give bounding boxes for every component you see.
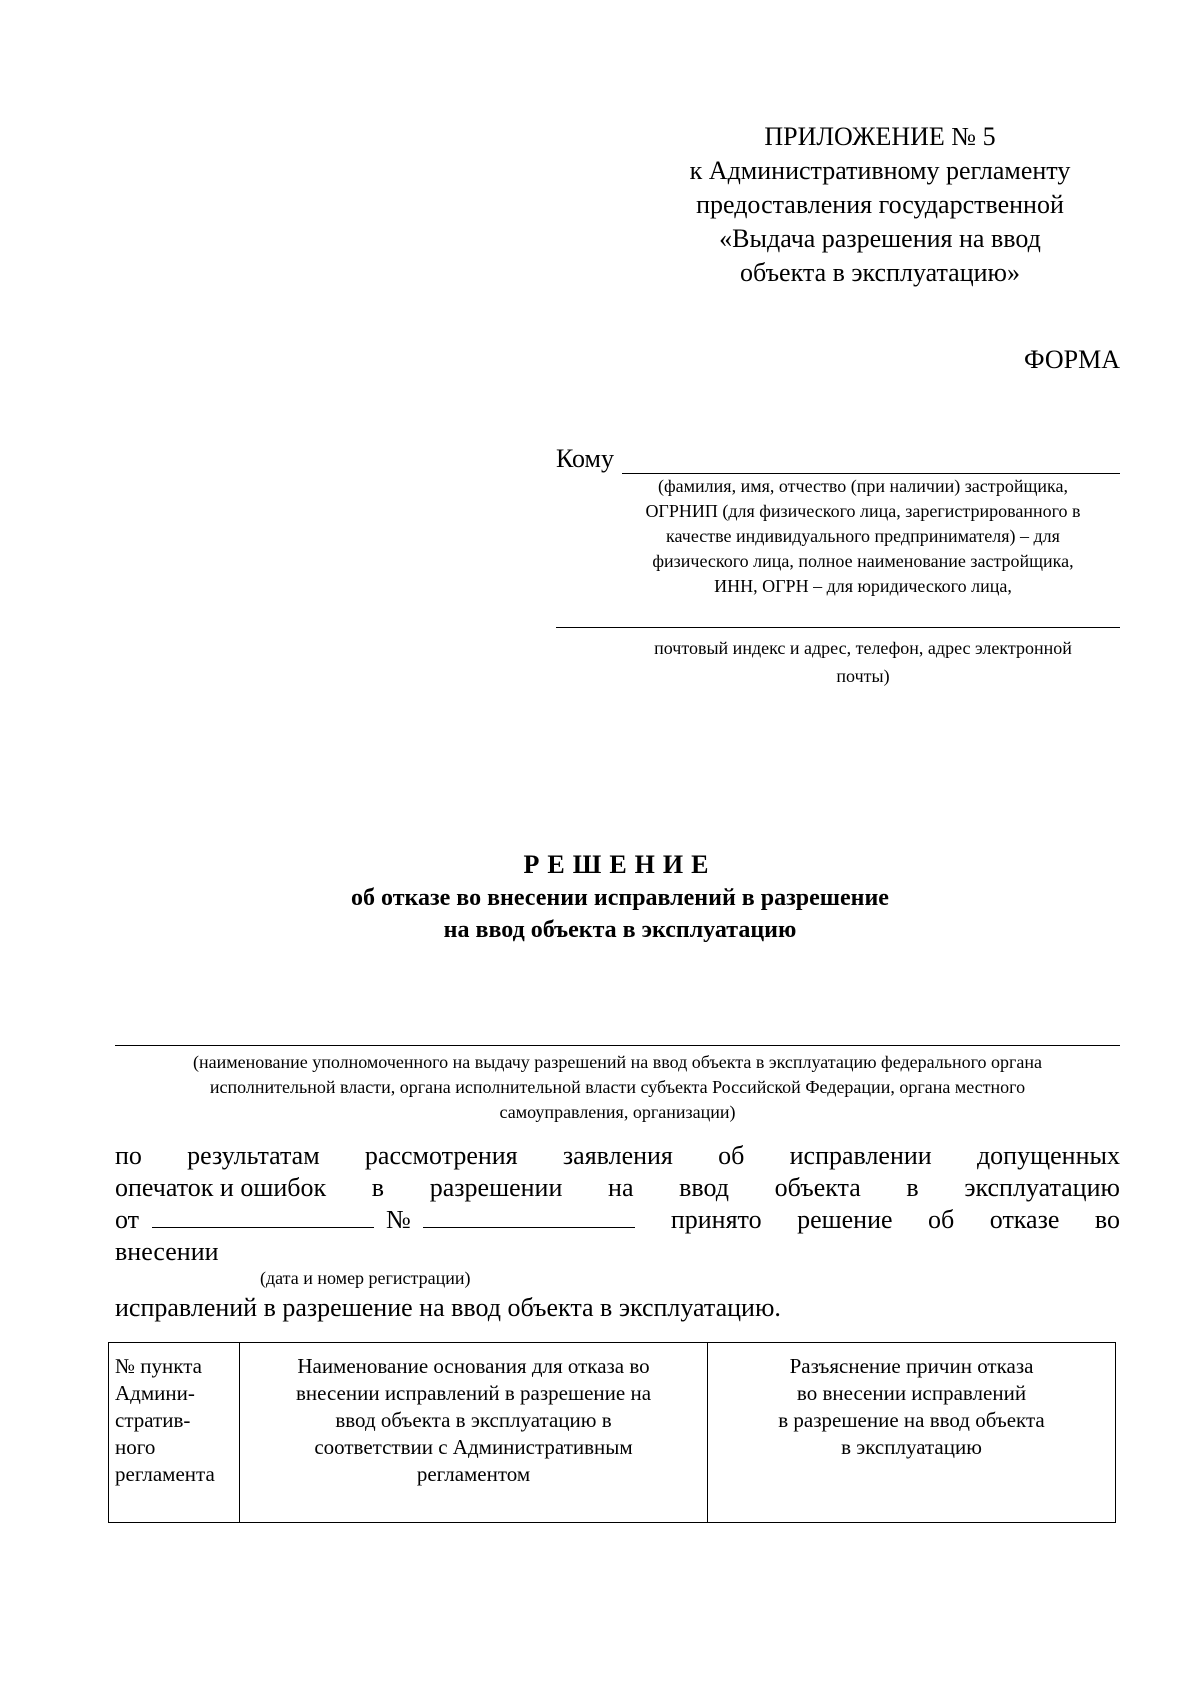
header-line: № пункта (115, 1354, 202, 1378)
authority-block (115, 1045, 1120, 1125)
body-line-3 (115, 1204, 1120, 1236)
appendix-line: «Выдача разрешения на ввод (719, 224, 1041, 253)
date-number-fields (115, 1204, 635, 1236)
registration-hint: (дата и номер регистрации) (260, 1268, 471, 1288)
header-line: регламентом (416, 1462, 531, 1486)
header-line: в эксплуатацию (841, 1435, 982, 1459)
header-line: Разъяснение причин отказа (789, 1354, 1034, 1378)
header-line: Админи- (115, 1381, 195, 1405)
body-word: ввод (679, 1173, 730, 1202)
header-line: ного (115, 1435, 156, 1459)
recipient-hint-line: ИНН, ОГРН – для юридического лица, (714, 576, 1012, 596)
from-label: от (115, 1205, 140, 1234)
header-line: во внесении исправлений (796, 1381, 1027, 1405)
recipient-row (556, 440, 1120, 474)
header-line: соответствии с Административным (314, 1435, 633, 1459)
recipient-field[interactable] (622, 447, 1120, 474)
body-word: в (371, 1173, 385, 1202)
header-line: ввод объекта в эксплуатацию в (335, 1408, 612, 1432)
number-sign: № (386, 1205, 411, 1234)
body-word: эксплуатацию (964, 1173, 1120, 1202)
recipient-address-hint (606, 634, 1120, 690)
header-line: Наименование основания для отказа во (297, 1354, 650, 1378)
recipient-address-hint-line: почты) (836, 666, 890, 686)
body-word: во (1094, 1205, 1120, 1234)
body-word: рассмотрения (364, 1141, 518, 1170)
appendix-line: объекта в эксплуатацию» (740, 258, 1020, 287)
column-header-refusal-basis (240, 1343, 708, 1523)
body-line-1 (115, 1140, 1120, 1172)
recipient-hint-line: физического лица, полное наименование застройщика, (652, 551, 1074, 571)
refusal-reasons-table (108, 1342, 1116, 1523)
recipient-hint-line: (фамилия, имя, отчество (при наличии) застройщика, (658, 476, 1068, 496)
body-word: по (115, 1141, 142, 1170)
decision-subtitle-line: об отказе во внесении исправлений в разрешение (351, 885, 889, 911)
body-line-5: исправлений в разрешение на ввод объекта в эксплуатацию. (115, 1293, 781, 1322)
appendix-line: предоставления государственной (696, 190, 1064, 219)
header-line: стратив- (115, 1408, 191, 1432)
body-line-2 (115, 1172, 1120, 1204)
decision-title-main: РЕШЕНИЕ (523, 850, 717, 879)
header-line: в разрешение на ввод объекта (778, 1408, 1045, 1432)
authority-field[interactable] (115, 1045, 1120, 1046)
authority-hint (115, 1050, 1120, 1125)
recipient-address-hint-line: почтовый индекс и адрес, телефон, адрес электронной (654, 638, 1072, 658)
appendix-header (640, 120, 1120, 290)
form-label: ФОРМА (1024, 345, 1120, 374)
recipient-hint-line: ОГРНИП (для физического лица, зарегистрированного в (645, 501, 1081, 521)
body-word: об (928, 1205, 955, 1234)
table-header-row (109, 1343, 1116, 1523)
registration-number-field[interactable] (423, 1205, 635, 1228)
registration-date-field[interactable] (152, 1205, 374, 1228)
authority-hint-line: исполнительной власти, органа исполнительной власти субъекта Российской Федерации, органа местного (209, 1077, 1026, 1097)
body-word: в (906, 1173, 919, 1202)
body-word: опечаток и ошибок (115, 1173, 327, 1202)
appendix-line: ПРИЛОЖЕНИЕ № 5 (764, 122, 996, 151)
authority-hint-line: самоуправления, организации) (499, 1102, 736, 1122)
body-word: решение (797, 1205, 893, 1234)
recipient-block (556, 440, 1120, 690)
recipient-hint (606, 474, 1120, 599)
column-header-refusal-explanation (708, 1343, 1116, 1523)
body-word: принято (670, 1205, 762, 1234)
body-word: исправлении (789, 1141, 932, 1170)
body-word: заявления (562, 1141, 673, 1170)
header-line: регламента (115, 1462, 215, 1486)
body-paragraph (115, 1140, 1120, 1268)
body-word: результатам (187, 1141, 320, 1170)
decision-subtitle-line: на ввод объекта в эксплуатацию (443, 917, 797, 943)
body-word: допущенных (976, 1141, 1120, 1170)
recipient-label: Кому (556, 444, 615, 473)
recipient-hint-line: качестве индивидуального предпринимателя) – для (666, 526, 1060, 546)
body-line-4: внесении (115, 1237, 219, 1266)
authority-hint-line: (наименование уполномоченного на выдачу разрешений на ввод объекта в эксплуатацию федерального органа (192, 1052, 1043, 1072)
appendix-line: к Административному регламенту (689, 156, 1071, 185)
body-word: об (718, 1141, 745, 1170)
body-word: разрешении (429, 1173, 563, 1202)
body-word: отказе (989, 1205, 1060, 1234)
column-header-regulation-item (109, 1343, 240, 1523)
decision-title (0, 848, 1200, 946)
body-word: объекта (774, 1173, 861, 1202)
body-word: на (608, 1173, 634, 1202)
recipient-address-field[interactable] (556, 627, 1120, 628)
header-line: внесении исправлений в разрешение на (295, 1381, 652, 1405)
